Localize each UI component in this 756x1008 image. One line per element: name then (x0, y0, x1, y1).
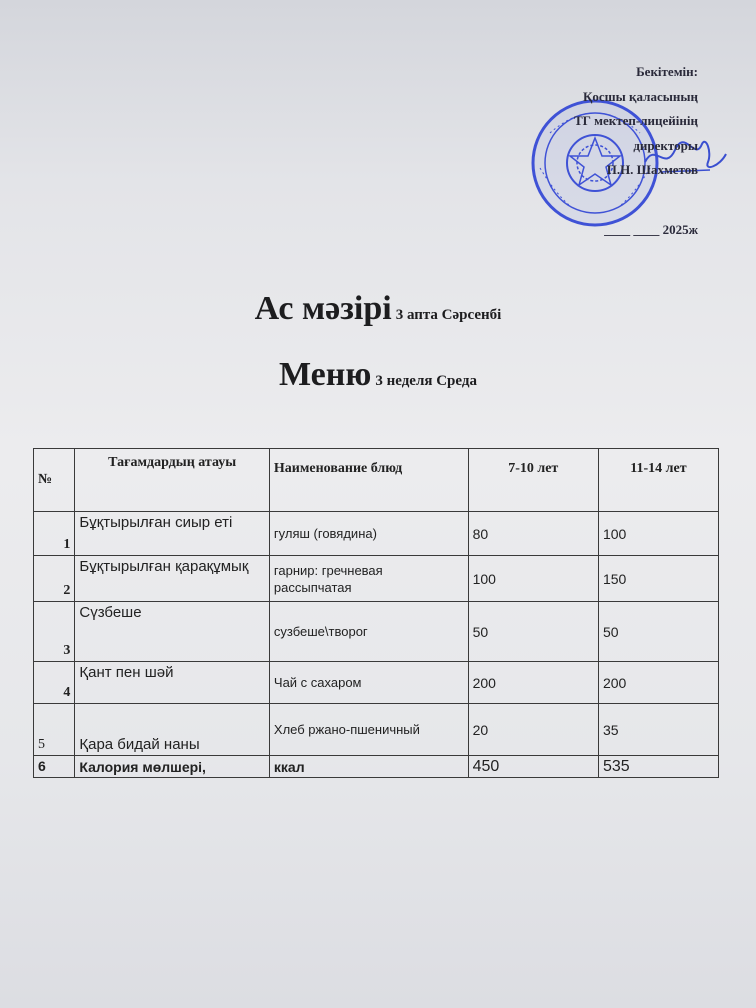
header-russian-name: Наименование блюд (269, 449, 468, 512)
title-kazakh-main: Ас мәзірі (254, 290, 392, 327)
portion-11-14: 35 (598, 704, 718, 756)
row-number: 3 (34, 602, 75, 662)
portion-7-10: 200 (468, 662, 598, 704)
dish-russian: сузбеше\творог (269, 602, 468, 662)
menu-table (33, 448, 719, 778)
table-row (34, 512, 719, 556)
table-row (34, 556, 719, 602)
approval-date (566, 222, 698, 238)
portion-7-10: 20 (468, 704, 598, 756)
dish-russian: Чай с сахаром (269, 662, 468, 704)
dish-russian: гарнир: гречневая рассыпчатая (269, 556, 468, 602)
header-kazakh-name: Тағамдардың атауы (75, 449, 270, 512)
portion-7-10: 80 (468, 512, 598, 556)
row-number: 4 (34, 662, 75, 704)
table-row (34, 602, 719, 662)
row-number: 2 (34, 556, 75, 602)
total-calories-row (34, 756, 719, 778)
total-unit: ккал (269, 756, 468, 778)
title-russian-sub: 3 неделя Среда (375, 373, 477, 389)
dish-kazakh: Бұқтырылған қарақұмық (75, 556, 270, 602)
portion-7-10: 50 (468, 602, 598, 662)
total-11-14: 535 (598, 756, 718, 778)
portion-11-14: 100 (598, 512, 718, 556)
approval-position: директоры (633, 137, 698, 153)
approval-year: 2025ж (662, 222, 698, 237)
header-age-11-14: 11-14 лет (598, 449, 718, 512)
title-kazakh-sub: 3 апта Сәрсенбі (395, 307, 502, 323)
approval-date-blank: ____ ____ (604, 222, 663, 237)
approval-director-name: П.Н. Шахметов (606, 162, 698, 177)
dish-russian: Хлеб ржано-пшеничный (269, 704, 468, 756)
dish-kazakh: Қант пен шәй (75, 662, 270, 704)
approval-school: ТГ мектеп-лицейінің (573, 113, 698, 128)
title-russian-main: Меню (279, 356, 372, 393)
total-label-kazakh: Калория мөлшері, (75, 756, 270, 778)
row-number: 6 (34, 756, 75, 778)
dish-kazakh: Қара бидай наны (75, 704, 270, 756)
total-7-10: 450 (468, 756, 598, 778)
approval-city: Қосшы қаласының (582, 88, 698, 104)
dish-kazakh: Бұқтырылған сиыр еті (75, 512, 270, 556)
dish-russian: гуляш (говядина) (269, 512, 468, 556)
table-row (34, 662, 719, 704)
title-kazakh (0, 290, 756, 328)
dish-kazakh: Сүзбеше (75, 602, 270, 662)
portion-11-14: 150 (598, 556, 718, 602)
approval-block (508, 60, 698, 183)
portion-7-10: 100 (468, 556, 598, 602)
header-number: № (34, 449, 75, 512)
table-row (34, 704, 719, 756)
approval-heading: Бекітемін: (636, 64, 698, 79)
header-age-7-10: 7-10 лет (468, 449, 598, 512)
title-russian (0, 356, 756, 394)
portion-11-14: 200 (598, 662, 718, 704)
portion-11-14: 50 (598, 602, 718, 662)
table-header-row (34, 449, 719, 512)
row-number: 5 (34, 704, 75, 756)
row-number: 1 (34, 512, 75, 556)
